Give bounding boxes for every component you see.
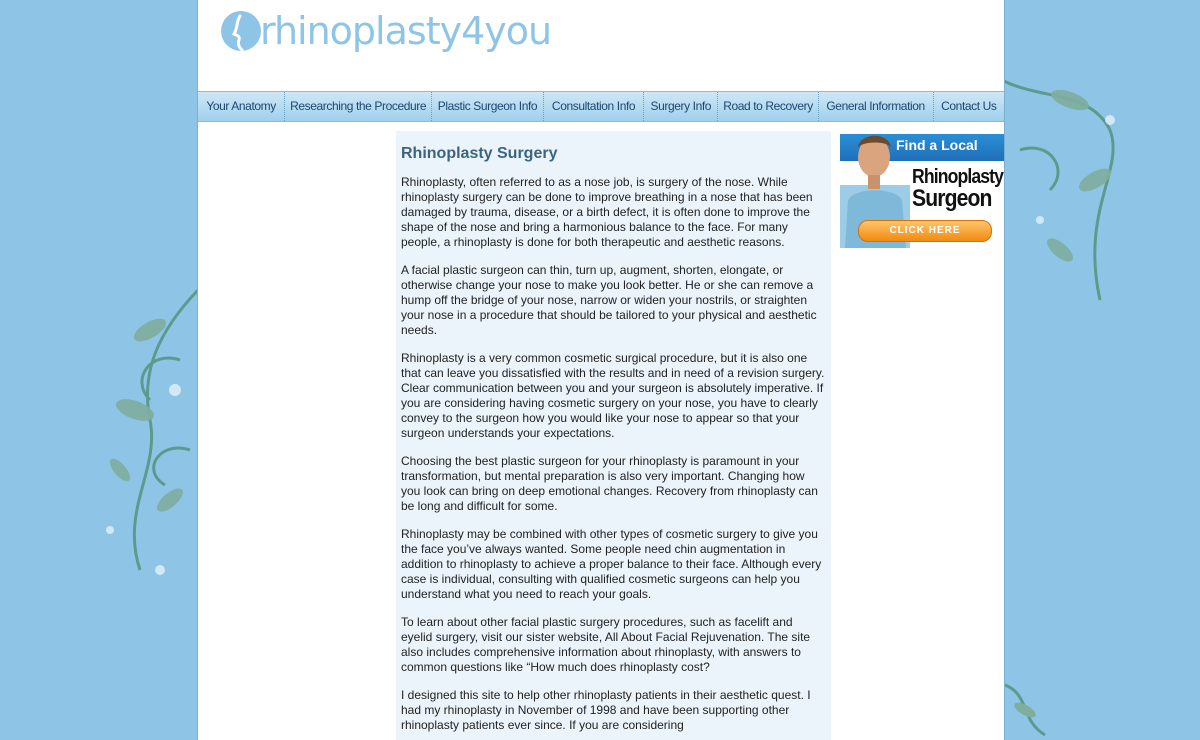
nav-road-to-recovery[interactable]: Road to Recovery bbox=[718, 92, 818, 121]
ad-find-a-local-text: Find a Local bbox=[896, 137, 978, 153]
find-surgeon-ad-banner[interactable] bbox=[840, 125, 1004, 248]
floral-decoration-right bbox=[1000, 60, 1130, 320]
article-content bbox=[396, 131, 831, 740]
logo-text: rhinoplasty4you bbox=[260, 9, 552, 53]
floral-decoration-bottom bbox=[1000, 680, 1060, 740]
nav-your-anatomy[interactable]: Your Anatomy bbox=[198, 92, 285, 121]
article-paragraph: A facial plastic surgeon can thin, turn up, augment, shorten, elongate, or otherwise change your nose to make you look better. He or she can remove a hump off the bridge of your nose, narrow or widen your nostrils, or straighten your nose in a procedure that should be tailored to your physical and aesthetic needs. bbox=[401, 263, 817, 337]
article-paragraph: To learn about other facial plastic surgery procedures, such as facelift and eyelid surgery, visit our sister website, All About Facial Rejuvenation. The site also includes comprehensive information about rhinoplasty, with answers to common questions like “How much does rhinoplasty cost? bbox=[401, 615, 811, 674]
ad-title bbox=[912, 166, 1004, 212]
article-title: Rhinoplasty Surgery bbox=[401, 145, 558, 162]
click-here-button[interactable]: CLICK HERE bbox=[858, 220, 992, 242]
floral-decoration-left bbox=[80, 270, 200, 590]
nav-consultation-info[interactable]: Consultation Info bbox=[544, 92, 644, 121]
article-paragraph: Choosing the best plastic surgeon for your rhinoplasty is paramount in your transformation, but mental preparation is also very important. Changing how you look can bring on deep emotional changes. Recovery from rhinoplasty can be long and difficult for some. bbox=[401, 454, 818, 513]
nav-surgery-info[interactable]: Surgery Info bbox=[644, 92, 718, 121]
ad-title-line2: Surgeon bbox=[912, 185, 992, 212]
page-container bbox=[197, 0, 1005, 740]
article-paragraph: Rhinoplasty, often referred to as a nose job, is surgery of the nose. While rhinoplasty surgery can be done to improve breathing in a nose that has been damaged by trauma, disease, or a birth defect, it is often done to improve the shape of the nose and bring a harmonious balance to the face. For many people, a rhinoplasty is done for both therapeutic and aesthetic reasons. bbox=[401, 175, 813, 249]
nav-plastic-surgeon-info[interactable]: Plastic Surgeon Info bbox=[432, 92, 544, 121]
nose-profile-logo-icon bbox=[220, 10, 262, 52]
nav-general-information[interactable]: General Information bbox=[819, 92, 934, 121]
article-paragraph: Rhinoplasty is a very common cosmetic surgical procedure, but it is also one that can leave you dissatisfied with the results and in need of a revision surgery. Clear communication between you and your surgeon is absolutely imperative. If you are considering having cosmetic surgery on your nose, you have to clearly convey to the surgeon how you would like your nose to appear so that your surgeon understands your expectations. bbox=[401, 351, 825, 440]
nav-researching-the-procedure[interactable]: Researching the Procedure bbox=[285, 92, 432, 121]
article-paragraph: Rhinoplasty may be combined with other types of cosmetic surgery to give you the face you’ve always wanted. Some people need chin augmentation in addition to rhinoplasty to achieve a proper balance to their face. Although every case is individual, consulting with qualified cosmetic surgeons can help you understand what you need to reach your goals. bbox=[401, 527, 822, 601]
main-navigation bbox=[198, 91, 1004, 122]
site-logo[interactable] bbox=[220, 10, 551, 52]
nav-contact-us[interactable]: Contact Us bbox=[941, 99, 997, 113]
ad-title-line1: Rhinoplasty bbox=[912, 166, 1004, 188]
site-header bbox=[198, 0, 1004, 91]
article-paragraph: I designed this site to help other rhinoplasty patients in their aesthetic quest. I had my rhinoplasty in November of 1998 and have been supporting other rhinoplasty patients ever since. If you are considering bbox=[401, 688, 811, 732]
